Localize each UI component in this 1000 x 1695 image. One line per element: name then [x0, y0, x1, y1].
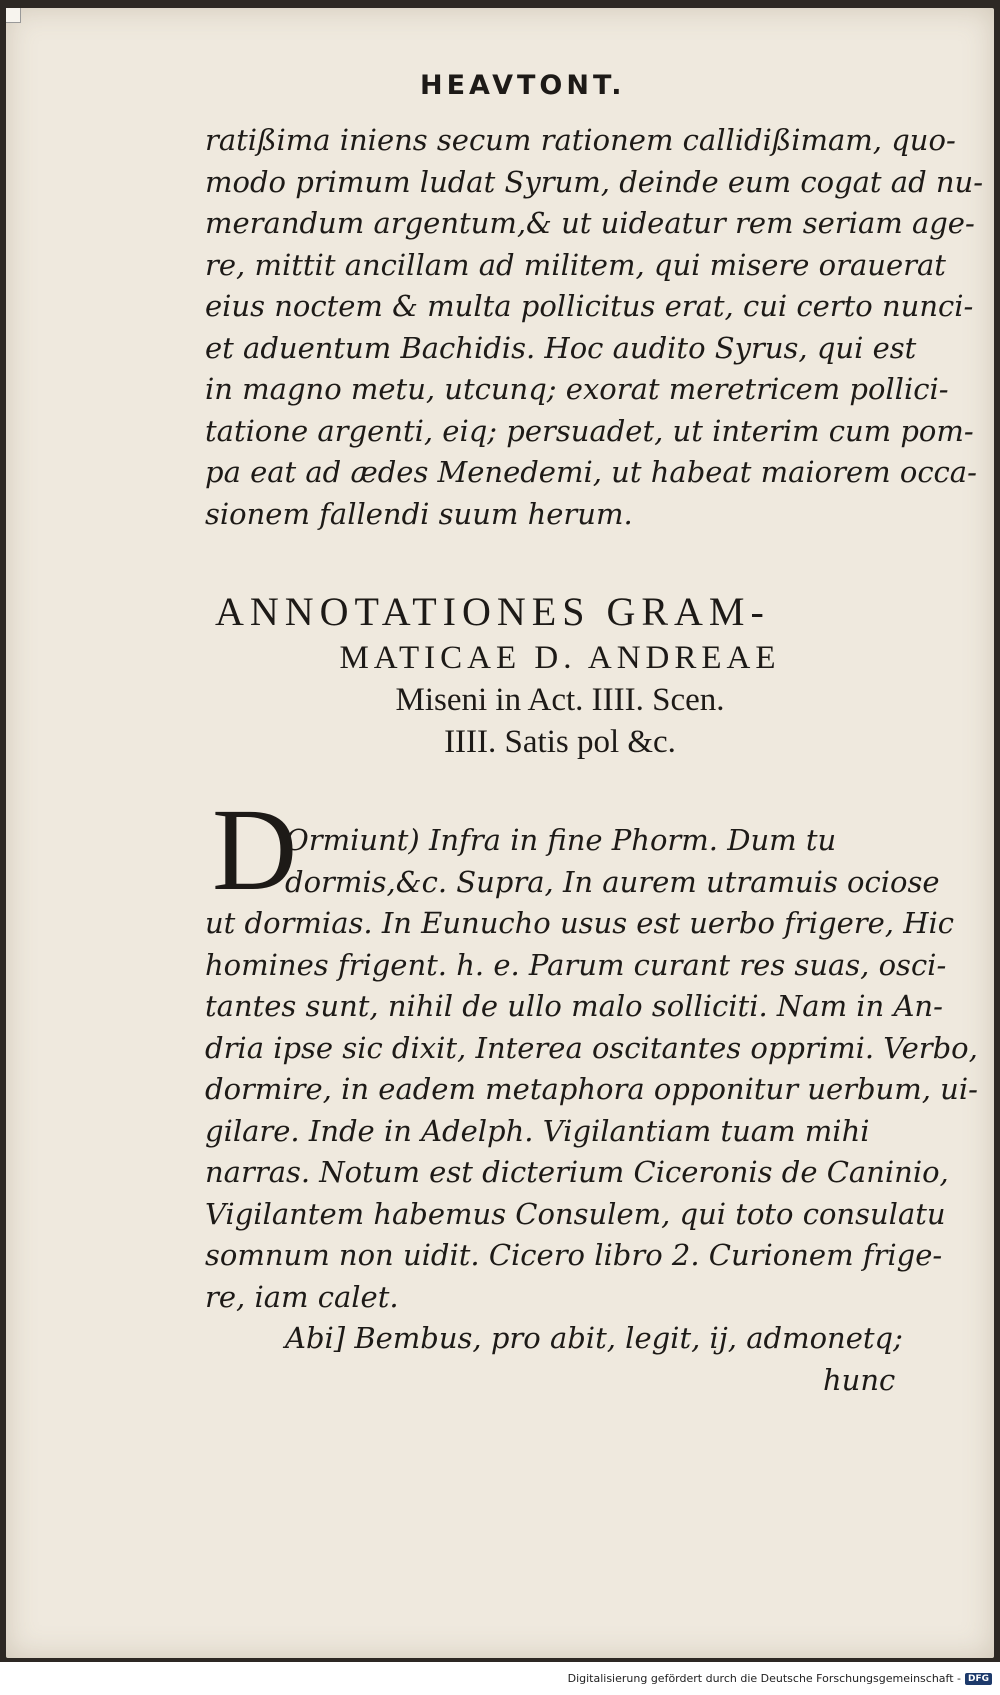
catchword: hunc	[823, 1362, 896, 1397]
text-line: tatione argenti, eiq; persuadet, ut interim cum pom-	[205, 413, 974, 448]
text-line: dormire, in eadem metaphora opponitur uerbum, ui-	[205, 1072, 978, 1106]
text-line: re, iam calet.	[205, 1279, 399, 1314]
text-line: dormis,&c. Supra, In aurem utramuis ociose	[285, 864, 940, 899]
page-corner	[6, 8, 21, 23]
text-line: Ormiunt) Infra in fine Phorm. Dum tu	[285, 823, 837, 857]
section-heading-line-3: Miseni in Act. IIII. Scen.	[395, 682, 725, 718]
text-line: in magno metu, utcunq; exorat meretricem pollici-	[205, 372, 949, 406]
text-line: dria ipse sic dixit, Interea oscitantes opprimi. Verbo,	[205, 1030, 978, 1065]
text-line: et aduentum Bachidis. Hoc audito Syrus, qui est	[205, 330, 917, 365]
text-line: re, mittit ancillam ad militem, qui misere orauerat	[205, 247, 946, 282]
text-line: ratißima iniens secum rationem callidißimam, quo-	[205, 123, 956, 157]
text-line: sionem fallendi suum herum.	[205, 496, 633, 531]
text-line: ut dormias. In Eunucho usus est uerbo frigere, Hic	[205, 906, 955, 940]
text-line: pa eat ad ædes Menedemi, ut habeat maiorem occa-	[205, 455, 977, 489]
section-heading-line-1: ANNOTATIONES GRAM-	[215, 589, 770, 634]
note-line: Abi] Bembus, pro abit, legit, ij, admonetq;	[285, 1321, 903, 1355]
text-line: eius noctem & multa pollicitus erat, cui certo nunci-	[205, 289, 974, 323]
text-line: tantes sunt, nihil de ullo malo solliciti. Nam in An-	[205, 989, 943, 1023]
section-heading-line-2: MATICAE D. ANDREAE	[339, 640, 781, 676]
digitization-credit	[568, 1672, 992, 1685]
running-head: HEAVTONT.	[420, 70, 626, 101]
drop-cap-initial: D	[212, 784, 298, 915]
footer-text: Digitalisierung gefördert durch die Deutsche Forschungsgemeinschaft -	[567, 1672, 961, 1685]
text-line: somnum non uidit. Cicero libro 2. Curionem frige-	[205, 1238, 943, 1272]
dfg-logo-icon: DFG	[965, 1673, 992, 1685]
text-line: merandum argentum,& ut uideatur rem seriam age-	[205, 206, 975, 240]
text-line: modo primum ludat Syrum, deinde eum cogat ad nu-	[205, 164, 984, 199]
text-line: gilare. Inde in Adelph. Vigilantiam tuam mihi	[205, 1113, 870, 1148]
argument-paragraph	[205, 120, 984, 535]
text-line: homines frigent. h. e. Parum curant res suas, osci-	[205, 947, 947, 982]
section-heading-line-4: IIII. Satis pol &c.	[444, 724, 676, 760]
annotation-paragraph	[205, 820, 978, 1401]
text-line: narras. Notum est dicterium Ciceronis de Caninio,	[205, 1155, 949, 1189]
text-line: Vigilantem habemus Consulem, qui toto consulatu	[205, 1196, 946, 1231]
